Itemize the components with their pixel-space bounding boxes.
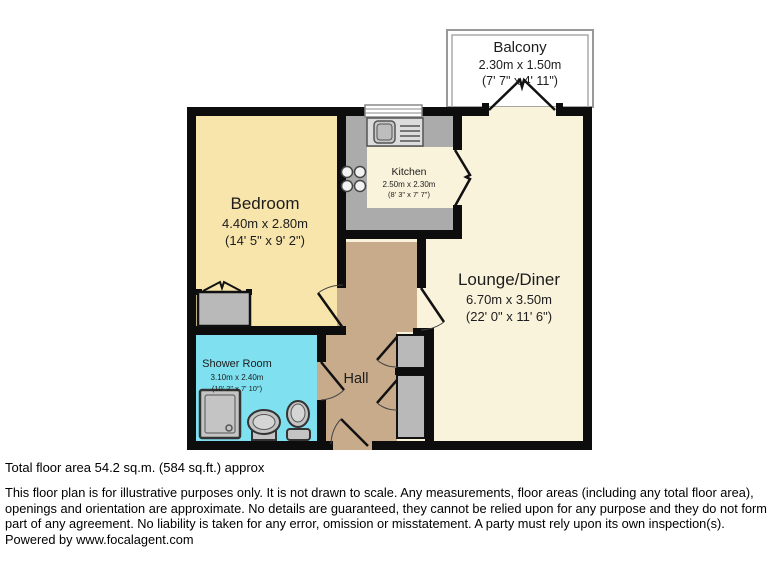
total-area-text: Total floor area 54.2 sq.m. (584 sq.ft.) approx (5, 460, 265, 475)
shower-room-dims-m: 3.10m x 2.40m (210, 373, 264, 382)
sink-icon (367, 118, 423, 146)
balcony-opening (489, 107, 556, 116)
disclaimer-line-1: This floor plan is for illustrative purposes only. It is not drawn to scale. Any measurements, floor areas (including any total floor area), (5, 485, 754, 500)
disclaimer-line-3: part of any agreement. No liability is taken for any error, omission or misstatement. A party must rely upon its own inspection(s). (5, 516, 725, 532)
bedroom-dims-ft: (14' 5" x 9' 2") (225, 233, 305, 248)
disclaimer-line-2: openings and orientation are approximate. No details are guaranteed, they cannot be relied upon for any purpose and they do not form (5, 500, 767, 516)
balcony-dims-m: 2.30m x 1.50m (478, 58, 562, 72)
lounge-label: Lounge/Diner (457, 270, 561, 289)
kitchen-label: Kitchen (391, 166, 427, 178)
shower-tray-icon (200, 390, 240, 438)
cupboard-upper (397, 335, 425, 368)
powered-by-text: Powered by www.focalagent.com (5, 531, 194, 547)
bedroom-label: Bedroom (230, 194, 300, 213)
toilet-icon (287, 401, 310, 440)
window-icon (365, 105, 422, 117)
kitchen-dims-m: 2.50m x 2.30m (382, 180, 436, 189)
disclaimer (5, 485, 767, 547)
balcony-dims-ft: (7' 7" x 4' 11") (482, 74, 558, 88)
lounge-dims-m: 6.70m x 3.50m (466, 292, 552, 307)
shower-room-label: Shower Room (202, 358, 272, 370)
bedroom-dims-m: 4.40m x 2.80m (222, 216, 308, 231)
hall-label: Hall (343, 371, 369, 387)
basin-icon (248, 410, 280, 440)
shower-room-dims-ft: (10' 2" x 7' 10") (211, 384, 263, 393)
balcony-label: Balcony (493, 39, 547, 56)
lounge-dims-ft: (22' 0" x 11' 6") (465, 309, 553, 324)
cupboard-lower (397, 375, 425, 438)
kitchen-dims-ft: (8' 3" x 7' 7") (388, 190, 430, 199)
